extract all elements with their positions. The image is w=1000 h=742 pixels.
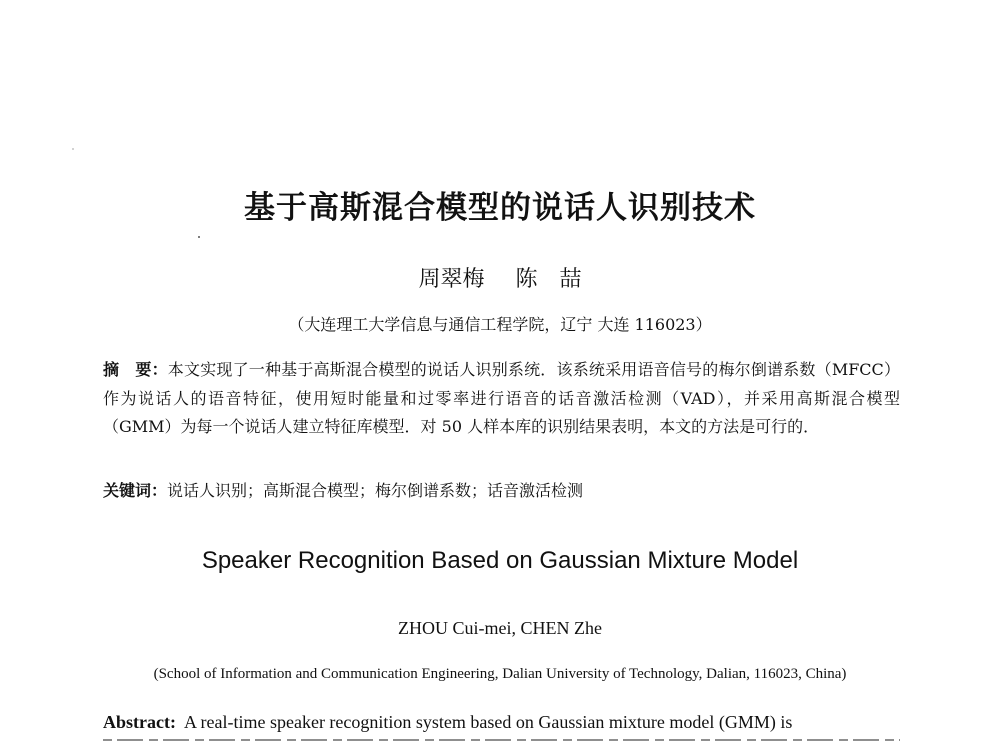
chinese-keywords-text: 说话人识别；高斯混合模型；梅尔倒谱系数；话音激活检测 (167, 481, 584, 500)
cropped-next-line (103, 736, 900, 742)
english-abstract-label: Abstract: (103, 712, 176, 732)
chinese-keywords-label: 关键词： (103, 481, 168, 500)
chinese-title: 基于高斯混合模型的说话人识别技术 (244, 190, 756, 226)
chinese-abstract-label: 摘 要： (103, 360, 168, 379)
english-authors: ZHOU Cui-mei, CHEN Zhe (398, 618, 602, 638)
scan-speck (198, 236, 200, 238)
english-abstract-text: A real-time speaker recognition system based on Gaussian mixture model (GMM) is (184, 712, 793, 732)
english-abstract (103, 708, 900, 736)
english-affiliation: (School of Information and Communication Engineering, Dalian University of Technology, Dalian, 116023, China) (153, 666, 847, 682)
author-cn-2: 陈 喆 (515, 267, 582, 292)
chinese-keywords (103, 478, 900, 501)
chinese-abstract-text: 本文实现了一种基于高斯混合模型的说话人识别系统．该系统采用语音信号的梅尔倒谱系数（MFCC）作为说话人的语音特征，使用短时能量和过零率进行语音的话音激活检测（VAD），并采用高斯混合模型（GMM）为每一个说话人建立特征库模型．对 50 人样本库的识别结果表明，本文的方法是可行的． (103, 360, 900, 436)
author-cn-1: 周翠梅 (418, 267, 485, 292)
scan-speck (72, 148, 74, 150)
chinese-abstract (103, 356, 900, 442)
chinese-authors (0, 262, 1000, 293)
english-title: Speaker Recognition Based on Gaussian Mixture Model (201, 547, 799, 574)
chinese-affiliation: （大连理工大学信息与通信工程学院，辽宁 大连 116023） (288, 315, 712, 334)
